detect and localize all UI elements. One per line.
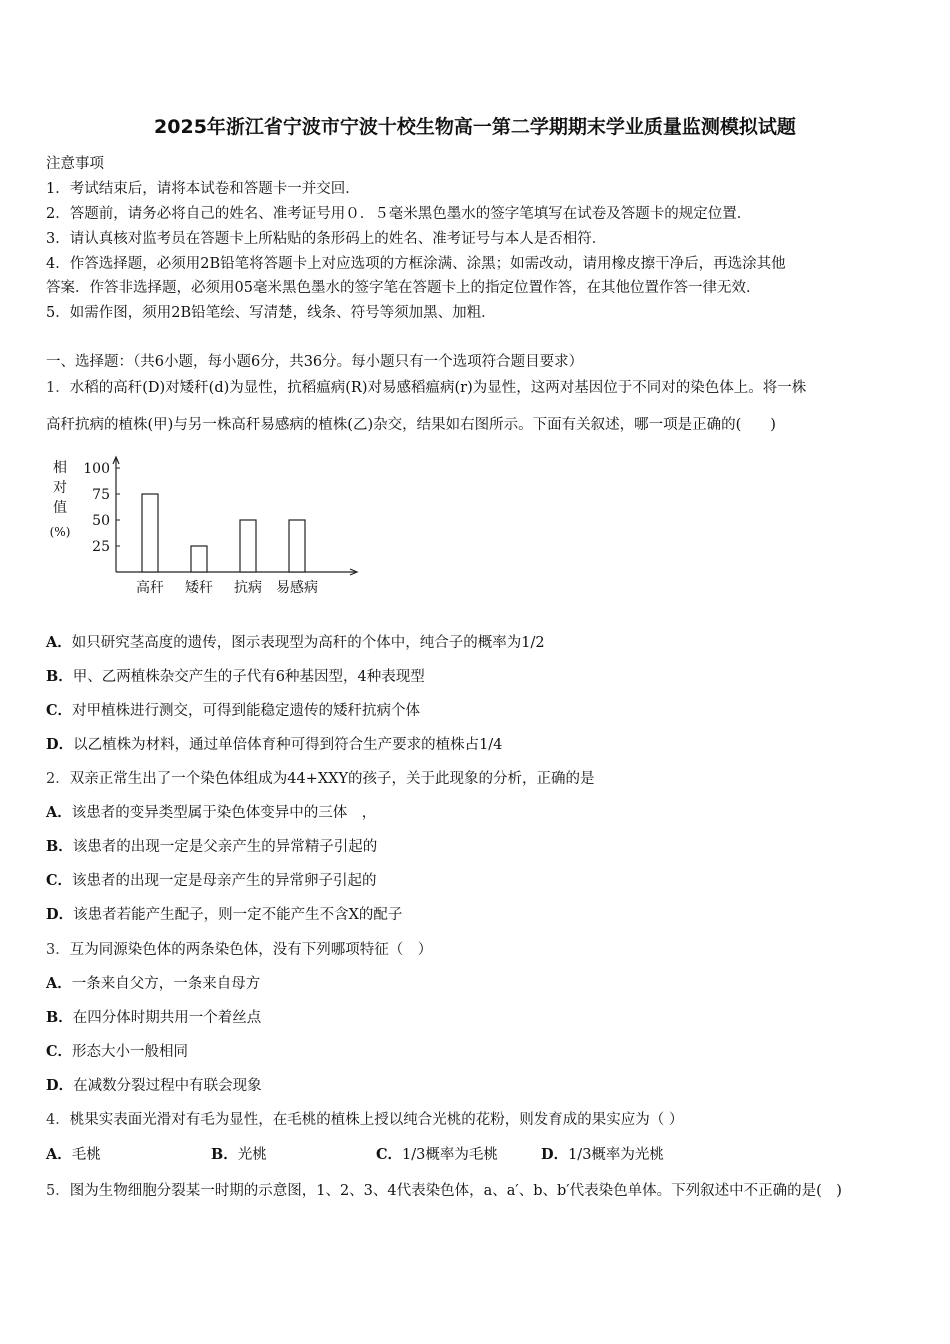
question-5-number: 5． xyxy=(46,1183,70,1199)
question-1-option-d[interactable] xyxy=(46,733,910,754)
question-4-option-c[interactable] xyxy=(376,1143,541,1164)
bar-易感病 xyxy=(289,520,305,572)
question-4-text: 桃果实表面光滑对有毛为显性，在毛桃的植株上授以纯合光桃的花粉，则发育成的果实应为（ ） xyxy=(69,1112,684,1128)
x-tick-label: 矮秆 xyxy=(185,580,213,596)
question-1-option-b[interactable] xyxy=(46,665,910,686)
question-4-option-b[interactable] xyxy=(211,1143,376,1164)
notice-item-4-cont: 答案．作答非选择题，必须用05毫米黑色墨水的签字笔在答题卡上的指定位置作答，在其他位置作答一律无效． xyxy=(46,280,761,296)
x-tick-label: 抗病 xyxy=(234,580,262,596)
bar-矮秆 xyxy=(191,546,207,572)
notice-item-2: 2．答题前，请务必将自己的姓名、准考证号用０．５毫米黑色墨水的签字笔填写在试卷及答题卡的规定位置． xyxy=(46,206,752,222)
question-5-stem xyxy=(46,1179,910,1200)
question-4-option-a[interactable] xyxy=(46,1143,211,1164)
option-label: A． xyxy=(46,1146,72,1163)
question-1-text-1: 水稻的高秆(D)对矮秆(d)为显性，抗稻瘟病(R)对易感稻瘟病(r)为显性，这两对基因位于不同对的染色体上。将一株 xyxy=(69,380,807,396)
y-tick-label: 75 xyxy=(92,487,110,503)
option-text: 1/3概率为光桃 xyxy=(568,1147,664,1163)
option-text: 一条来自父方，一条来自母方 xyxy=(71,976,261,992)
notice-item-3: 3．请认真核对监考员在答题卡上所粘贴的条形码上的姓名、准考证号与本人是否相符． xyxy=(46,231,607,247)
question-3-option-b[interactable] xyxy=(46,1006,910,1027)
option-text: 该患者若能产生配子，则一定不能产生不含X的配子 xyxy=(73,907,403,923)
option-text: 对甲植株进行测交，可得到能稳定遗传的矮秆抗病个体 xyxy=(72,703,421,719)
option-label: C． xyxy=(46,702,73,719)
option-label: C． xyxy=(46,872,73,889)
option-label: C． xyxy=(46,1043,73,1060)
question-3-option-a[interactable] xyxy=(46,972,910,993)
y-tick-label: 25 xyxy=(92,539,110,555)
y-tick-label: 50 xyxy=(92,513,110,529)
question-4-stem xyxy=(46,1108,910,1129)
x-tick-label: 易感病 xyxy=(276,580,318,596)
option-text: 甲、乙两植株杂交产生的子代有6种基因型，4种表现型 xyxy=(72,669,425,685)
option-text: 形态大小一般相同 xyxy=(72,1044,189,1060)
question-2-option-c[interactable] xyxy=(46,869,910,890)
question-1-option-c[interactable] xyxy=(46,699,910,720)
question-3-text: 互为同源染色体的两条染色体，没有下列哪项特征（ ） xyxy=(69,942,433,958)
option-text: 1/3概率为毛桃 xyxy=(402,1147,498,1163)
question-3-stem xyxy=(46,938,910,959)
option-text: 在四分体时期共用一个着丝点 xyxy=(72,1010,262,1026)
option-label: C． xyxy=(376,1146,403,1163)
question-3-number: 3． xyxy=(46,942,70,958)
bar-chart xyxy=(44,450,374,605)
option-text: 该患者的出现一定是母亲产生的异常卵子引起的 xyxy=(72,873,377,889)
question-2-text: 双亲正常生出了一个染色体组成为44+XXY的孩子，关于此现象的分析，正确的是 xyxy=(69,771,595,787)
option-label: B． xyxy=(211,1146,238,1163)
y-tick-label: 100 xyxy=(83,461,110,477)
question-2-option-b[interactable] xyxy=(46,835,910,856)
bar-抗病 xyxy=(240,520,256,572)
option-label: D． xyxy=(46,736,74,753)
question-5-text: 图为生物细胞分裂某一时期的示意图，1、2、3、4代表染色体，a、a′、b、b′代表染色单体。下列叙述中不正确的是( ) xyxy=(69,1183,842,1199)
option-text: 在减数分裂过程中有联会现象 xyxy=(73,1078,262,1094)
question-1-stem-line-1 xyxy=(46,376,910,397)
option-label: D． xyxy=(541,1146,569,1163)
notice-item-5: 5．如需作图，须用2B铅笔绘、写清楚，线条、符号等须加黑、加粗． xyxy=(46,305,496,321)
option-text: 如只研究茎高度的遗传，图示表现型为高秆的个体中，纯合子的概率为1/2 xyxy=(71,635,545,651)
notice-item-4: 4．作答选择题，必须用2B铅笔将答题卡上对应选项的方框涂满、涂黑；如需改动，请用橡皮擦干净后，再选涂其他 xyxy=(46,256,786,272)
bar-高秆 xyxy=(142,494,158,572)
question-3-option-d[interactable] xyxy=(46,1074,910,1095)
question-2-option-a[interactable] xyxy=(46,801,910,822)
question-1-option-a[interactable] xyxy=(46,631,910,652)
option-label: B． xyxy=(46,838,73,855)
question-4-number: 4． xyxy=(46,1112,70,1128)
section-heading: 一、选择题：（共6小题，每小题6分，共36分。每小题只有一个选项符合题目要求） xyxy=(46,354,584,370)
notice-item-1: 1．考试结束后，请将本试卷和答题卡一并交回． xyxy=(46,181,360,197)
option-label: B． xyxy=(46,1009,73,1026)
bar-chart-svg xyxy=(44,450,374,605)
option-text: 以乙植株为材料，通过单倍体育种可得到符合生产要求的植株占1/4 xyxy=(73,737,503,753)
x-tick-label: 高秆 xyxy=(136,580,164,596)
question-2-option-d[interactable] xyxy=(46,903,910,924)
option-label: B． xyxy=(46,668,73,685)
option-text: 光桃 xyxy=(237,1147,267,1163)
question-1-stem-line-2: 高秆抗病的植株(甲)与另一株高秆易感病的植株(乙)杂交，结果如右图所示。下面有关叙述，哪一项是正确的( ) xyxy=(46,417,776,433)
option-text: 毛桃 xyxy=(71,1147,101,1163)
option-label: A． xyxy=(46,804,72,821)
question-1-number: 1． xyxy=(46,380,70,396)
page-title: 2025年浙江省宁波市宁波十校生物高一第二学期期末学业质量监测模拟试题 xyxy=(154,116,796,138)
option-label: D． xyxy=(46,906,74,923)
option-text: 该患者的变异类型属于染色体变异中的三体 ， xyxy=(71,805,377,821)
option-label: D． xyxy=(46,1077,74,1094)
option-label: A． xyxy=(46,975,72,992)
y-axis-label: 相对值(%) xyxy=(49,460,71,539)
question-3-option-c[interactable] xyxy=(46,1040,910,1061)
question-4-option-d[interactable] xyxy=(541,1143,664,1164)
option-text: 该患者的出现一定是父亲产生的异常精子引起的 xyxy=(72,839,378,855)
question-2-stem xyxy=(46,767,910,788)
option-label: A． xyxy=(46,634,72,651)
question-4-options xyxy=(46,1143,910,1164)
notice-heading: 注意事项 xyxy=(46,156,104,172)
question-2-number: 2． xyxy=(46,771,70,787)
